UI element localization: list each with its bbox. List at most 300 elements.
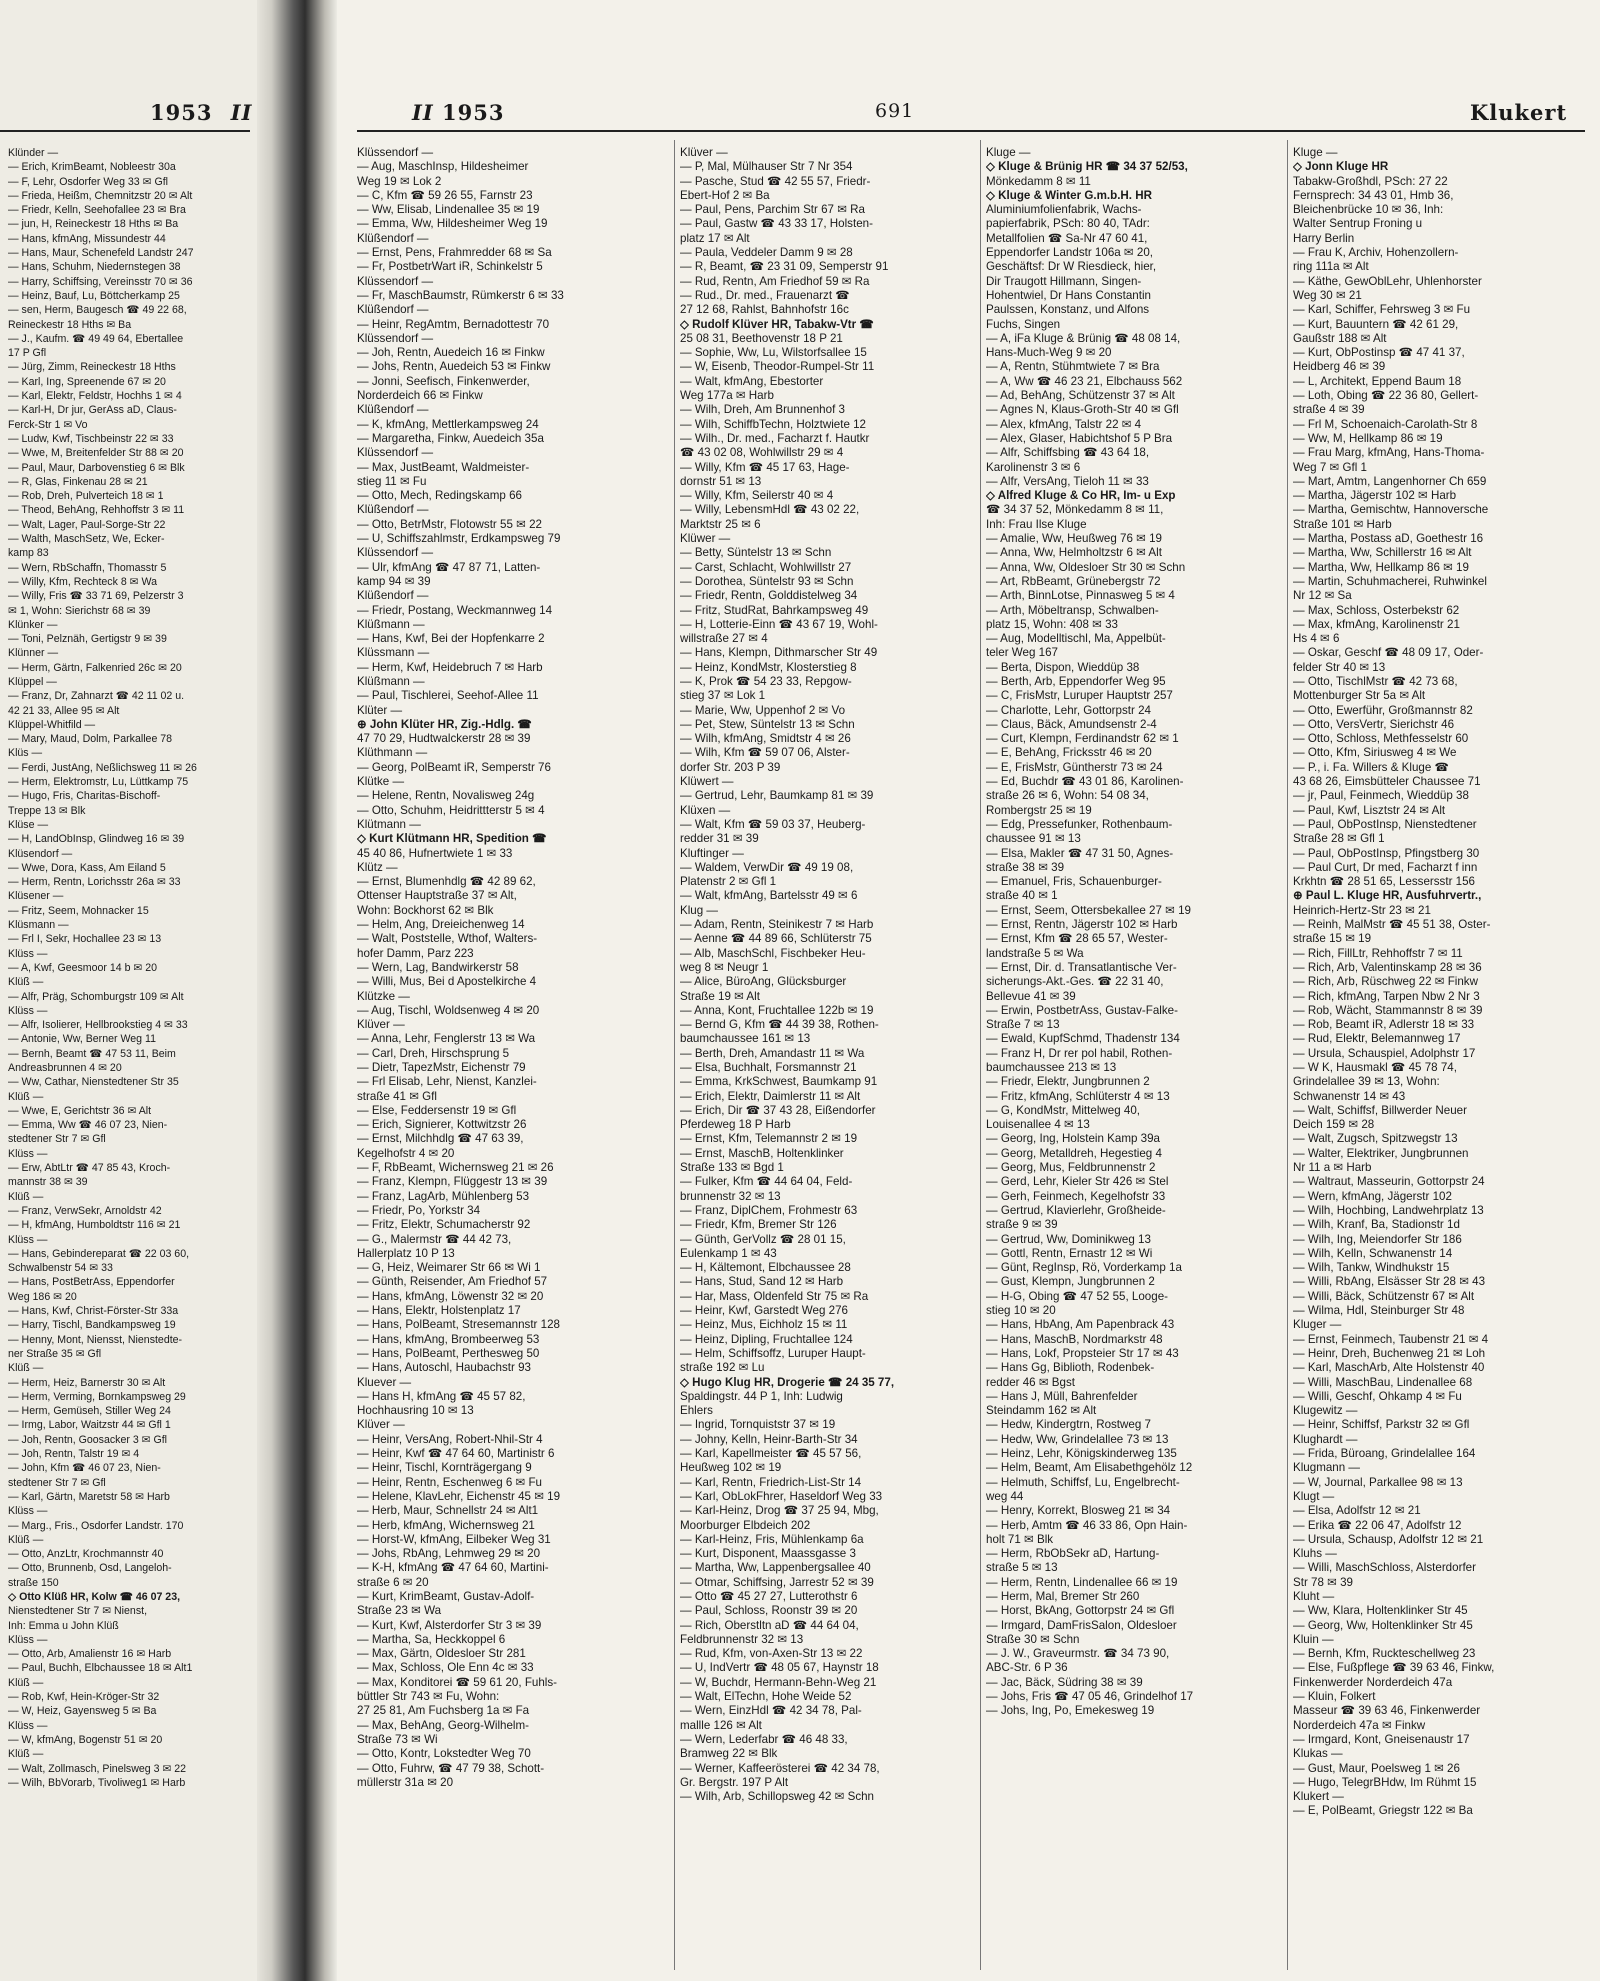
directory-entry: stedtener Str 7 ✉ Gfl xyxy=(8,1133,106,1146)
directory-entry: — Johs, Ing, Po, Emekesweg 19 xyxy=(986,1704,1155,1718)
directory-entry: straße 40 ✉ 1 xyxy=(986,889,1058,903)
directory-entry: — Hugo, TelegrBHdw, Im Rühmt 15 xyxy=(1293,1775,1477,1789)
directory-entry: Klüßendorf — xyxy=(357,231,429,245)
directory-entry: — Karl-H, Dr jur, GerAss aD, Claus- xyxy=(8,404,177,417)
directory-entry: — Hans, kfmAng, Missundestr 44 xyxy=(8,232,166,245)
directory-entry: kamp 94 ✉ 39 xyxy=(357,574,431,588)
directory-entry: Straße 19 ✉ Alt xyxy=(680,989,760,1003)
directory-entry: Krkhtn ☎ 28 51 65, Lessersstr 156 xyxy=(1293,875,1476,889)
directory-entry: — Heinz, Mus, Eichholz 15 ✉ 11 xyxy=(680,1318,848,1332)
directory-entry: — Marg., Fris., Osdorfer Landstr. 170 xyxy=(8,1519,184,1532)
directory-entry: — Max, Schloss, Ole Enn 4c ✉ 33 xyxy=(357,1661,534,1675)
directory-entry: landstraße 5 ✉ Wa xyxy=(986,946,1084,960)
directory-entry: 45 40 86, Hufnertwiete 1 ✉ 33 xyxy=(357,846,513,860)
directory-entry: — Paul, Schloss, Roonstr 39 ✉ 20 xyxy=(680,1604,858,1618)
directory-entry: büttler Str 743 ✉ Fu, Wohn: xyxy=(357,1690,500,1704)
directory-entry: Klüss — xyxy=(8,1233,48,1246)
directory-entry: — sen, Herm, Baugesch ☎ 49 22 68, xyxy=(8,304,187,317)
directory-entry: — U, Schiffszahlmstr, Erdkampsweg 79 xyxy=(357,532,561,546)
directory-entry: — Walt, Zollmasch, Pinelsweg 3 ✉ 22 xyxy=(8,1762,187,1775)
directory-entry: — Herm, Rentn, Lindenallee 66 ✉ 19 xyxy=(986,1575,1178,1589)
directory-entry: Kluhs — xyxy=(1293,1547,1337,1561)
directory-entry: — Max, kfmAng, Karolinenstr 21 xyxy=(1293,617,1460,631)
directory-entry: — Gertrud, Klavierlehr, Großheide- xyxy=(986,1203,1166,1217)
directory-entry: Klünker — xyxy=(8,618,58,631)
directory-entry: Rombergstr 25 ✉ 19 xyxy=(986,803,1092,817)
directory-entry: Paulssen, Konstanz, und Alfons xyxy=(986,303,1150,317)
directory-entry: — Otto, Brunnenb, Osd, Langeloh- xyxy=(8,1562,172,1575)
directory-entry: — W K, Hausmakl ☎ 45 78 74, xyxy=(1293,1061,1457,1074)
directory-entry: — Hans, Kwf, Bei der Hopfenkarre 2 xyxy=(357,632,545,646)
directory-entry: — Hans, Klempn, Dithmarscher Str 49 xyxy=(680,646,878,660)
directory-entry: — Rich, Arb, Rüschweg 22 ✉ Finkw xyxy=(1293,975,1478,989)
directory-entry: Tabakw-Großhdl, PSch: 27 22 xyxy=(1293,174,1448,188)
directory-entry: — Wilh, BbVorarb, Tivoliweg1 ✉ Harb xyxy=(8,1776,186,1789)
directory-entry: Geschäftsf: Dr W Riesdieck, hier, xyxy=(986,260,1157,274)
directory-entry: Grindelallee 39 ✉ 13, Wohn: xyxy=(1293,1075,1440,1089)
directory-entry: — Georg, Metalldreh, Hegestieg 4 xyxy=(986,1146,1162,1160)
directory-entry: — Oskar, Geschf ☎ 48 09 17, Oder- xyxy=(1293,646,1484,660)
directory-entry: Eppendorfer Landstr 106a ✉ 20, xyxy=(986,246,1153,260)
directory-entry: Metallfolien ☎ Sa-Nr 47 60 41, xyxy=(986,231,1148,245)
directory-entry: weg 8 ✉ Neugr 1 xyxy=(680,960,769,974)
directory-entry: — Anna, Lehr, Fenglerstr 13 ✉ Wa xyxy=(357,1032,536,1046)
directory-entry: Nienstedtener Str 7 ✉ Nienst, xyxy=(8,1605,148,1618)
directory-entry: — H, Lotterie-Einn ☎ 43 67 19, Wohl- xyxy=(680,617,878,631)
directory-entry: — Wwe, Dora, Kass, Am Eiland 5 xyxy=(8,861,166,874)
directory-entry: Mönkedamm 8 ✉ 11 xyxy=(986,174,1091,188)
directory-entry: — Adam, Rentn, Steinikestr 7 ✉ Harb xyxy=(680,918,874,932)
directory-entry: Klüss — xyxy=(8,1633,48,1646)
directory-entry: — Hans, Elektr, Holstenplatz 17 xyxy=(357,1304,521,1318)
directory-entry: Heinrich-Hertz-Str 23 ✉ 21 xyxy=(1293,903,1431,917)
directory-entry: — Hedw, Kindergtrn, Rostweg 7 xyxy=(986,1418,1151,1432)
directory-entry: straße 6 ✉ 20 xyxy=(357,1575,429,1589)
directory-entry: Mottenburger Str 5a ✉ Alt xyxy=(1293,689,1426,703)
running-head: Klukert xyxy=(1470,100,1568,125)
directory-entry: — Paul, Maur, Darbovenstieg 6 ✉ Blk xyxy=(8,461,185,474)
directory-entry: — Frieda, Heißm, Chemnitzstr 20 ✉ Alt xyxy=(8,189,193,202)
directory-entry: — Jac, Bäck, Südring 38 ✉ 39 xyxy=(986,1675,1143,1689)
directory-entry: — Ad, BehAng, Schützenstr 37 ✉ Alt xyxy=(986,389,1175,403)
directory-entry: — Friedr, Elektr, Jungbrunnen 2 xyxy=(986,1075,1150,1089)
directory-entry: — E, BehAng, Fricksstr 46 ✉ 20 xyxy=(986,746,1152,760)
directory-entry: — Paul Curt, Dr med, Facharzt f inn xyxy=(1293,860,1478,874)
directory-entry: — Hans J, Müll, Bahrenfelder xyxy=(986,1389,1138,1403)
directory-entry: — Joh, Rentn, Goosacker 3 ✉ Gfl xyxy=(8,1433,168,1446)
directory-entry: — H-G, Obing ☎ 47 52 55, Looge- xyxy=(986,1289,1169,1303)
directory-entry: Feldbrunnenstr 32 ✉ 13 xyxy=(680,1632,804,1646)
directory-entry: — Wilh., Dr. med., Facharzt f. Hautkr xyxy=(680,431,870,445)
directory-entry: — Herm, Gemüseh, Stiller Weg 24 xyxy=(8,1405,171,1418)
directory-entry: — Alb, MaschSchl, Fischbeker Heu- xyxy=(680,946,866,960)
directory-entry: — Rich, Arb, Valentinskamp 28 ✉ 36 xyxy=(1293,960,1482,974)
directory-entry: — Wilh, Kranf, Ba, Stadionstr 1d xyxy=(1293,1218,1460,1232)
directory-entry: Heidberg 46 ✉ 39 xyxy=(1293,360,1386,374)
directory-entry: Klüver — xyxy=(357,1418,405,1432)
directory-entry: Bleichenbrücke 10 ✉ 36, Inh: xyxy=(1293,203,1444,217)
directory-entry: 17 P Gfl xyxy=(8,347,47,360)
directory-entry: — Waltraut, Masseurin, Gottorpstr 24 xyxy=(1293,1175,1485,1189)
directory-entry: — Heinr, Rentn, Eschenweg 6 ✉ Fu xyxy=(357,1475,542,1489)
directory-entry: — Paul, ObPostInsp, Nienstedtener xyxy=(1293,817,1477,831)
directory-entry: — Willi, MaschSchloss, Alsterdorfer xyxy=(1293,1561,1476,1575)
right-header-part: II xyxy=(412,100,434,125)
directory-entry: Treppe 13 ✉ Blk xyxy=(8,804,86,817)
directory-entry: Gaußstr 188 ✉ Alt xyxy=(1293,331,1387,345)
directory-entry: — Rich, FillLtr, Rehhoffstr 7 ✉ 11 xyxy=(1293,946,1463,960)
directory-entry: Heußweg 102 ✉ 19 xyxy=(680,1461,782,1475)
directory-entry: — Ludw, Kwf, Tischbeinstr 22 ✉ 33 xyxy=(8,432,174,445)
directory-entry: ◇ Alfred Kluge & Co HR, Im- u Exp xyxy=(986,489,1176,503)
directory-entry: — Aenne ☎ 44 89 66, Schlüterstr 75 xyxy=(680,932,872,946)
directory-entry: Kluge — xyxy=(986,146,1031,159)
directory-entry: — Walt, Kfm ☎ 59 03 37, Heuberg- xyxy=(680,817,866,831)
directory-entry: — Ww, Cathar, Nienstedtener Str 35 xyxy=(8,1076,179,1089)
directory-entry: papierfabrik, PSch: 80 40, TAdr: xyxy=(986,217,1150,231)
directory-entry: Bellevue 41 ✉ 39 xyxy=(986,989,1076,1003)
directory-entry: Klüß — xyxy=(8,1748,44,1761)
directory-entry: — Jürg, Zimm, Reineckestr 18 Hths xyxy=(8,361,176,374)
directory-entry: — Kurt, Disponent, Maassgasse 3 xyxy=(680,1547,856,1561)
directory-entry: — Rud, Kfm, von-Axen-Str 13 ✉ 22 xyxy=(680,1647,863,1661)
directory-entry: — Wilh, Kelln, Schwanenstr 14 xyxy=(1293,1246,1453,1260)
directory-entry: — Elsa, Makler ☎ 47 31 50, Agnes- xyxy=(986,846,1174,860)
directory-entry: — Hedw, Ww, Grindelallee 73 ✉ 13 xyxy=(986,1432,1169,1446)
directory-entry: straße 192 ✉ Lu xyxy=(680,1361,765,1375)
directory-entry: straße 9 ✉ 39 xyxy=(986,1218,1058,1232)
directory-entry: — Willy, Kfm ☎ 45 17 63, Hage- xyxy=(680,460,850,474)
directory-entry: Inh: Emma u John Klüß xyxy=(8,1619,119,1632)
directory-entry: — Willi, RbAng, Elsässer Str 28 ✉ 43 xyxy=(1293,1275,1486,1289)
directory-entry: baumchaussee 161 ✉ 13 xyxy=(680,1032,811,1046)
directory-entry: ◇ Hugo Klug HR, Drogerie ☎ 24 35 77, xyxy=(680,1375,895,1389)
directory-entry: stieg 37 ✉ Lok 1 xyxy=(680,689,766,703)
directory-entry: — Ferdi, JustAng, Neßlichsweg 11 ✉ 26 xyxy=(8,761,197,774)
directory-entry: Nr 12 ✉ Sa xyxy=(1293,589,1352,603)
directory-entry: — Wilh, Arb, Schillopsweg 42 ✉ Schn xyxy=(680,1790,875,1804)
directory-entry: — Else, Fußpflege ☎ 39 63 46, Finkw, xyxy=(1293,1661,1495,1675)
directory-entry: — Wilh, Dreh, Am Brunnenhof 3 xyxy=(680,403,845,417)
directory-entry: Marktstr 25 ✉ 6 xyxy=(680,517,761,531)
directory-entry: — Ernst, Feinmech, Taubenstr 21 ✉ 4 xyxy=(1293,1332,1489,1346)
directory-entry: straße 26 ✉ 6, Wohn: 54 08 34, xyxy=(986,789,1149,803)
directory-entry: chaussee 91 ✉ 13 xyxy=(986,832,1081,846)
directory-entry: mallle 126 ✉ Alt xyxy=(680,1718,762,1732)
directory-entry: — Arth, BinnLotse, Pinnasweg 5 ✉ 4 xyxy=(986,589,1175,603)
directory-entry: — Walt, Lager, Paul-Sorge-Str 22 xyxy=(8,518,166,531)
directory-entry: — Curt, Klempn, Ferdinandstr 62 ✉ 1 xyxy=(986,732,1179,746)
directory-entry: Klüxen — xyxy=(680,803,731,817)
directory-entry: — J., Kaufm. ☎ 49 49 64, Ebertallee xyxy=(8,332,184,345)
directory-entry: — Theod, BehAng, Rehhoffstr 3 ✉ 11 xyxy=(8,504,185,517)
directory-entry: — Margaretha, Finkw, Auedeich 35a xyxy=(357,431,544,445)
directory-entry: weg 44 xyxy=(986,1489,1024,1503)
directory-entry: Klüppel — xyxy=(8,675,57,688)
directory-entry: — K, Prok ☎ 54 23 33, Repgow- xyxy=(680,674,852,688)
directory-entry: — Emma, Ww ☎ 46 07 23, Nien- xyxy=(8,1119,168,1132)
directory-entry: — Wwe, E, Gerichtstr 36 ✉ Alt xyxy=(8,1104,152,1117)
directory-entry: Klüßmann — xyxy=(357,617,425,631)
directory-entry: 42 21 33, Allee 95 ✉ Alt xyxy=(8,704,120,717)
directory-entry: — Hans, HbAng, Am Papenbrack 43 xyxy=(986,1318,1175,1332)
directory-entry: — Irmgard, Kont, Gneisenaustr 17 xyxy=(1293,1732,1470,1746)
directory-entry: Ehlers xyxy=(680,1404,713,1418)
directory-entry: — Heinz, Dipling, Fruchtallee 124 xyxy=(680,1332,853,1346)
directory-entry: — U, IndVertr ☎ 48 05 67, Haynstr 18 xyxy=(680,1661,879,1675)
directory-entry: holt 71 ✉ Blk xyxy=(986,1532,1054,1546)
directory-entry: — Heinr, RegAmtm, Bernadottestr 70 xyxy=(357,317,550,331)
directory-entry: — Walt, Schiffsf, Billwerder Neuer xyxy=(1293,1103,1467,1117)
directory-entry: — Helmuth, Schiffsf, Lu, Engelbrecht- xyxy=(986,1475,1180,1489)
directory-entry: Klugewitz — xyxy=(1293,1404,1358,1418)
directory-entry: — W, Eisenb, Theodor-Rumpel-Str 11 xyxy=(680,360,875,374)
directory-entry: — Pasche, Stud ☎ 42 55 57, Friedr- xyxy=(680,174,871,188)
directory-entry: brunnenstr 32 ✉ 13 xyxy=(680,1189,781,1203)
directory-entry: — Johny, Kelln, Heinr-Barth-Str 34 xyxy=(680,1432,858,1446)
directory-entry: — Alfr, Isolierer, Hellbrookstieg 4 ✉ 33 xyxy=(8,1019,188,1032)
directory-entry: — Herm, Rentn, Lorichsstr 26a ✉ 33 xyxy=(8,876,181,889)
directory-entry: — Elsa, Buchhalt, Forsmannstr 21 xyxy=(680,1061,857,1074)
directory-entry: — Paula, Veddeler Damm 9 ✉ 28 xyxy=(680,246,853,260)
directory-entry: — Hans H, kfmAng ☎ 45 57 82, xyxy=(357,1389,526,1403)
directory-entry: Klug — xyxy=(680,903,719,917)
directory-entry: — Paul, Tischlerei, Seehof-Allee 11 xyxy=(357,689,539,703)
directory-entry: Kluger — xyxy=(1293,1318,1342,1332)
directory-entry: ✉ 1, Wohn: Sierichstr 68 ✉ 39 xyxy=(8,604,151,617)
directory-entry: — Hans, kfmAng, Löwenstr 32 ✉ 20 xyxy=(357,1289,544,1303)
directory-entry: 27 12 68, Rahlst, Bahnhofstr 16c xyxy=(680,303,849,317)
directory-entry: — Kluin, Folkert xyxy=(1293,1690,1376,1704)
directory-entry: Deich 159 ✉ 28 xyxy=(1293,1118,1375,1132)
directory-entry: — Art, RbBeamt, Grünebergstr 72 xyxy=(986,574,1161,588)
directory-entry: Str 78 ✉ 39 xyxy=(1293,1575,1353,1589)
directory-entry: — Wern, EinzHdl ☎ 42 34 78, Pal- xyxy=(680,1704,862,1718)
directory-entry: Straße 28 ✉ Gfl 1 xyxy=(1293,832,1385,846)
directory-entry: — Willi, MaschBau, Lindenallee 68 xyxy=(1293,1375,1473,1389)
directory-column-4 xyxy=(1293,146,1588,1819)
directory-entry: — Toni, Pelznäh, Gertigstr 9 ✉ 39 xyxy=(8,633,167,646)
directory-entry: Straße 7 ✉ 13 xyxy=(986,1018,1060,1032)
directory-entry: Hohentwiel, Dr Hans Constantin xyxy=(986,288,1151,302)
directory-entry: ◇ Otto Klüß HR, Kolw ☎ 46 07 23, xyxy=(8,1590,181,1603)
directory-entry: — Franz H, Dr rer pol habil, Rothen- xyxy=(986,1046,1173,1060)
directory-entry: — Johs, Rentn, Auedeich 53 ✉ Finkw xyxy=(357,360,551,374)
directory-entry: — Joh, Rentn, Auedeich 16 ✉ Finkw xyxy=(357,346,545,360)
directory-entry: — Johs, Fris ☎ 47 05 46, Grindelhof 17 xyxy=(986,1690,1194,1704)
directory-entry: — F, RbBeamt, Wichernsweg 21 ✉ 26 xyxy=(357,1161,554,1175)
directory-column-2 xyxy=(680,146,976,1804)
directory-entry: — Walt, kfmAng, Ebestorter xyxy=(680,374,824,388)
directory-entry: — Gerd, Lehr, Kieler Str 426 ✉ Stel xyxy=(986,1175,1169,1189)
directory-entry: Klugt — xyxy=(1293,1489,1335,1503)
directory-entry: — Georg, Mus, Feldbrunnenstr 2 xyxy=(986,1161,1156,1175)
directory-entry: Klugmann — xyxy=(1293,1461,1361,1475)
directory-entry: — Otto, Kontr, Lokstedter Weg 70 xyxy=(357,1747,531,1761)
directory-entry: 27 25 81, Am Fuchsberg 1a ✉ Fa xyxy=(357,1704,530,1718)
directory-entry: — Elsa, Adolfstr 12 ✉ 21 xyxy=(1293,1504,1421,1518)
directory-entry: — Rich, kfmAng, Tarpen Nbw 2 Nr 3 xyxy=(1293,989,1480,1003)
directory-entry: Hallerplatz 10 P 13 xyxy=(357,1246,455,1260)
directory-entry: — Hans, Autoschl, Haubachstr 93 xyxy=(357,1361,531,1375)
directory-entry: — W, Journal, Parkallee 98 ✉ 13 xyxy=(1293,1475,1463,1489)
directory-entry: — Wern, Lag, Bandwirkerstr 58 xyxy=(357,960,519,974)
directory-entry: — Otto, Fuhrw, ☎ 47 79 38, Schott- xyxy=(357,1761,545,1775)
directory-entry: — Loth, Obing ☎ 22 36 80, Gellert- xyxy=(1293,389,1479,403)
directory-entry: Weg 30 ✉ 21 xyxy=(1293,288,1362,302)
directory-entry: — Wilh, SchiffbTechn, Holztwiete 12 xyxy=(680,417,867,431)
column-rule-1 xyxy=(674,140,675,1970)
directory-entry: — Günth, Reisender, Am Friedhof 57 xyxy=(357,1275,548,1289)
directory-entry: — Henry, Korrekt, Blosweg 21 ✉ 34 xyxy=(986,1504,1171,1518)
directory-entry: — Erwin, PostbetrAss, Gustav-Falke- xyxy=(986,1003,1178,1017)
directory-entry: — Otto ☎ 45 27 27, Lutterothstr 6 xyxy=(680,1589,858,1603)
directory-entry: — Bernh, Beamt ☎ 47 53 11, Beim xyxy=(8,1047,176,1060)
directory-entry: Masseur ☎ 39 63 46, Finkenwerder xyxy=(1293,1704,1481,1718)
directory-entry: — Paul, Pens, Parchim Str 67 ✉ Ra xyxy=(680,203,865,217)
directory-entry: — Georg, Ww, Holtenklinker Str 45 xyxy=(1293,1618,1473,1632)
directory-entry: — E, FrisMstr, Güntherstr 73 ✉ 24 xyxy=(986,760,1163,774)
directory-entry: — Reinh, MalMstr ☎ 45 51 38, Oster- xyxy=(1293,918,1491,932)
directory-entry: — R, Beamt, ☎ 23 31 09, Semperstr 91 xyxy=(680,260,889,274)
directory-entry: — Carl, Dreh, Hirschsprung 5 xyxy=(357,1046,510,1060)
directory-entry: Kluftinger — xyxy=(680,846,744,860)
directory-entry: — Otto, VersVertr, Sierichstr 46 xyxy=(1293,717,1455,731)
directory-entry: — Heinr, Kwf, Garstedt Weg 276 xyxy=(680,1304,848,1318)
directory-entry: — G, KondMstr, Mittelweg 40, xyxy=(986,1103,1140,1117)
directory-entry: — Karl, Gärtn, Maretstr 58 ✉ Harb xyxy=(8,1490,170,1503)
directory-entry: — Karl, MaschArb, Alte Holstenstr 40 xyxy=(1293,1361,1485,1375)
directory-entry: Kegelhofstr 4 ✉ 20 xyxy=(357,1146,455,1160)
directory-entry: — Paul, Kwf, Lisztstr 24 ✉ Alt xyxy=(1293,803,1446,817)
directory-entry: — Alfr, VersAng, Tieloh 11 ✉ 33 xyxy=(986,474,1149,488)
directory-entry: ◇ Jonn Kluge HR xyxy=(1293,160,1389,174)
directory-entry: — Herm, Kwf, Heidebruch 7 ✉ Harb xyxy=(357,660,543,674)
directory-entry: ABC-Str. 6 P 36 xyxy=(986,1661,1068,1675)
directory-entry: teler Weg 167 xyxy=(986,646,1058,660)
directory-entry: Weg 7 ✉ Gfl 1 xyxy=(1293,460,1367,474)
directory-entry: — Marie, Ww, Uppenhof 2 ✉ Vo xyxy=(680,703,846,717)
directory-entry: — G., Malermstr ☎ 44 42 73, xyxy=(357,1232,512,1246)
directory-entry: — A, Kwf, Geesmoor 14 b ✉ 20 xyxy=(8,961,158,974)
directory-entry: platz 15, Wohn: 408 ✉ 33 xyxy=(986,617,1118,631)
directory-entry: — Max, Gärtn, Oldesloer Str 281 xyxy=(357,1647,526,1661)
directory-entry: — Aug, Tischl, Woldsenweg 4 ✉ 20 xyxy=(357,1003,540,1017)
directory-entry: — Max, JustBeamt, Waldmeister- xyxy=(357,460,530,474)
directory-entry: — Heinr, Tischl, Kornträgergang 9 xyxy=(357,1461,532,1475)
directory-entry: Klüssendorf — xyxy=(357,274,434,288)
directory-entry: — Heinr, Schiffsf, Parkstr 32 ✉ Gfl xyxy=(1293,1418,1470,1432)
directory-entry: — W, Heiz, Gayensweg 5 ✉ Ba xyxy=(8,1705,157,1718)
directory-entry: — Bernd G, Kfm ☎ 44 39 38, Rothen- xyxy=(680,1018,879,1032)
directory-entry: — Karl, Elektr, Feldstr, Hochhs 1 ✉ 4 xyxy=(8,390,182,403)
directory-entry: ⊕ John Klüter HR, Zig.-Hdlg. ☎ xyxy=(357,717,532,731)
directory-entry: Reineckestr 18 Hths ✉ Ba xyxy=(8,318,132,331)
directory-entry: — Helene, Rentn, Novalisweg 24g xyxy=(357,789,535,803)
directory-entry: Ebert-Hof 2 ✉ Ba xyxy=(680,188,770,202)
directory-entry: Weg 19 ✉ Lok 2 xyxy=(357,174,442,188)
directory-entry: — K-H, kfmAng ☎ 47 64 60, Martini- xyxy=(357,1561,549,1575)
directory-entry: — Emma, Ww, Hildesheimer Weg 19 xyxy=(357,217,548,231)
directory-entry: — John, Kfm ☎ 46 07 23, Nien- xyxy=(8,1462,161,1475)
directory-entry: straße 5 ✉ 13 xyxy=(986,1561,1058,1575)
left-page-column xyxy=(8,146,253,1790)
directory-entry: Fuchs, Singen xyxy=(986,317,1061,331)
directory-entry: — Erich, Dir ☎ 37 43 28, Eißendorfer xyxy=(680,1103,876,1117)
directory-entry: — H, kfmAng, Humboldtstr 116 ✉ 21 xyxy=(8,1219,181,1232)
directory-entry: — Henny, Mont, Niensst, Nienstedte- xyxy=(8,1333,183,1346)
directory-entry: Steindamm 162 ✉ Alt xyxy=(986,1404,1097,1418)
directory-entry: — Friedr, Kfm, Bremer Str 126 xyxy=(680,1218,837,1232)
directory-entry: — Günth, GerVollz ☎ 28 01 15, xyxy=(680,1232,846,1246)
directory-entry: stieg 11 ✉ Fu xyxy=(357,474,427,488)
directory-entry: Klüß — xyxy=(8,1090,44,1103)
directory-entry: — Dietr, TapezMstr, Eichenstr 79 xyxy=(357,1061,526,1074)
directory-entry: — Herb, Maur, Schnellstr 24 ✉ Alt1 xyxy=(357,1504,539,1518)
directory-entry: Kluever — xyxy=(357,1375,412,1389)
directory-entry: Klüssendorf — xyxy=(357,546,434,560)
right-header-year: 1953 xyxy=(442,100,505,125)
directory-entry: — Dorothea, Süntelstr 93 ✉ Schn xyxy=(680,574,854,588)
directory-entry: Klüver — xyxy=(357,1018,405,1032)
directory-entry: — Irmgard, DamFrisSalon, Oldesloer xyxy=(986,1618,1177,1632)
left-header-year: 1953 xyxy=(150,100,213,125)
directory-entry: willstraße 27 ✉ 4 xyxy=(680,632,768,646)
directory-entry: — Erich, Signierer, Kottwitzstr 26 xyxy=(357,1118,527,1132)
directory-entry: — Waldem, VerwDir ☎ 49 19 08, xyxy=(680,860,854,874)
directory-entry: — Rich, Oberstltn aD ☎ 44 64 04, xyxy=(680,1618,859,1632)
directory-entry: — Fr, MaschBaumstr, Rümkerstr 6 ✉ 33 xyxy=(357,288,564,302)
directory-entry: — Hans, Gebindereparat ☎ 22 03 60, xyxy=(8,1247,190,1260)
directory-entry: — Betty, Süntelstr 13 ✉ Schn xyxy=(680,546,832,560)
directory-entry: — Paul, Buchh, Elbchaussee 18 ✉ Alt1 xyxy=(8,1662,193,1675)
directory-entry: — Wern, kfmAng, Jägerstr 102 xyxy=(1293,1189,1452,1203)
directory-entry: — Horst-W, kfmAng, Eilbeker Weg 31 xyxy=(357,1532,551,1546)
directory-entry: straße 150 xyxy=(8,1576,59,1589)
directory-entry: — Otmar, Schiffsing, Jarrestr 52 ✉ 39 xyxy=(680,1575,874,1589)
column-rule-3 xyxy=(1287,140,1288,1970)
directory-entry: Kluht — xyxy=(1293,1589,1335,1603)
directory-entry: — Jonni, Seefisch, Finkenwerder, xyxy=(357,374,530,388)
directory-entry: — Hans, Schuhm, Niedernstegen 38 xyxy=(8,261,181,274)
directory-entry: — Franz, VerwSekr, Arnoldstr 42 xyxy=(8,1204,162,1217)
directory-entry: — Mary, Maud, Dolm, Parkallee 78 xyxy=(8,733,173,746)
directory-entry: — W, Buchdr, Hermann-Behn-Weg 21 xyxy=(680,1675,877,1689)
directory-entry: — Willy, Kfm, Seilerstr 40 ✉ 4 xyxy=(680,489,834,503)
directory-entry: — Hugo, Fris, Charitas-Bischoff- xyxy=(8,790,161,803)
directory-entry: — Walt, kfmAng, Bartelsstr 49 ✉ 6 xyxy=(680,889,858,903)
directory-entry: Klüsmann — xyxy=(8,919,69,932)
directory-entry: — Kurt, ObPostinsp ☎ 47 41 37, xyxy=(1293,346,1465,360)
directory-entry: — Berth, Dreh, Amandastr 11 ✉ Wa xyxy=(680,1046,865,1060)
directory-entry: hofer Damm, Parz 223 xyxy=(357,946,474,960)
directory-entry: — Werner, Kaffeerösterei ☎ 42 34 78, xyxy=(680,1761,880,1775)
directory-entry: — Ed, Buchdr ☎ 43 01 86, Karolinen- xyxy=(986,775,1184,789)
directory-entry: — Carst, Schlacht, Wohlwillstr 27 xyxy=(680,560,852,574)
directory-entry: — Heinr, Kwf ☎ 47 64 60, Martinistr 6 xyxy=(357,1447,555,1461)
directory-entry: — Anna, Ww, Helmholtzstr 6 ✉ Alt xyxy=(986,546,1162,560)
directory-entry: — Wilma, Hdl, Steinburger Str 48 xyxy=(1293,1304,1465,1318)
directory-entry: — Martha, Ww, Schillerstr 16 ✉ Alt xyxy=(1293,546,1472,560)
directory-entry: — Georg, PolBeamt iR, Semperstr 76 xyxy=(357,760,551,774)
directory-entry: Klüsener — xyxy=(8,890,64,903)
directory-entry: Walter Sentrup Froning u xyxy=(1293,217,1423,231)
directory-entry: — Otto, TischlMstr ☎ 42 73 68, xyxy=(1293,674,1458,688)
directory-entry: — Hans, Lokf, Propsteier Str 17 ✉ 43 xyxy=(986,1346,1179,1360)
directory-entry: Klughardt — xyxy=(1293,1432,1358,1446)
directory-entry: — Agnes N, Klaus-Groth-Str 40 ✉ Gfl xyxy=(986,403,1179,417)
directory-entry: Eulenkamp 1 ✉ 43 xyxy=(680,1246,777,1260)
